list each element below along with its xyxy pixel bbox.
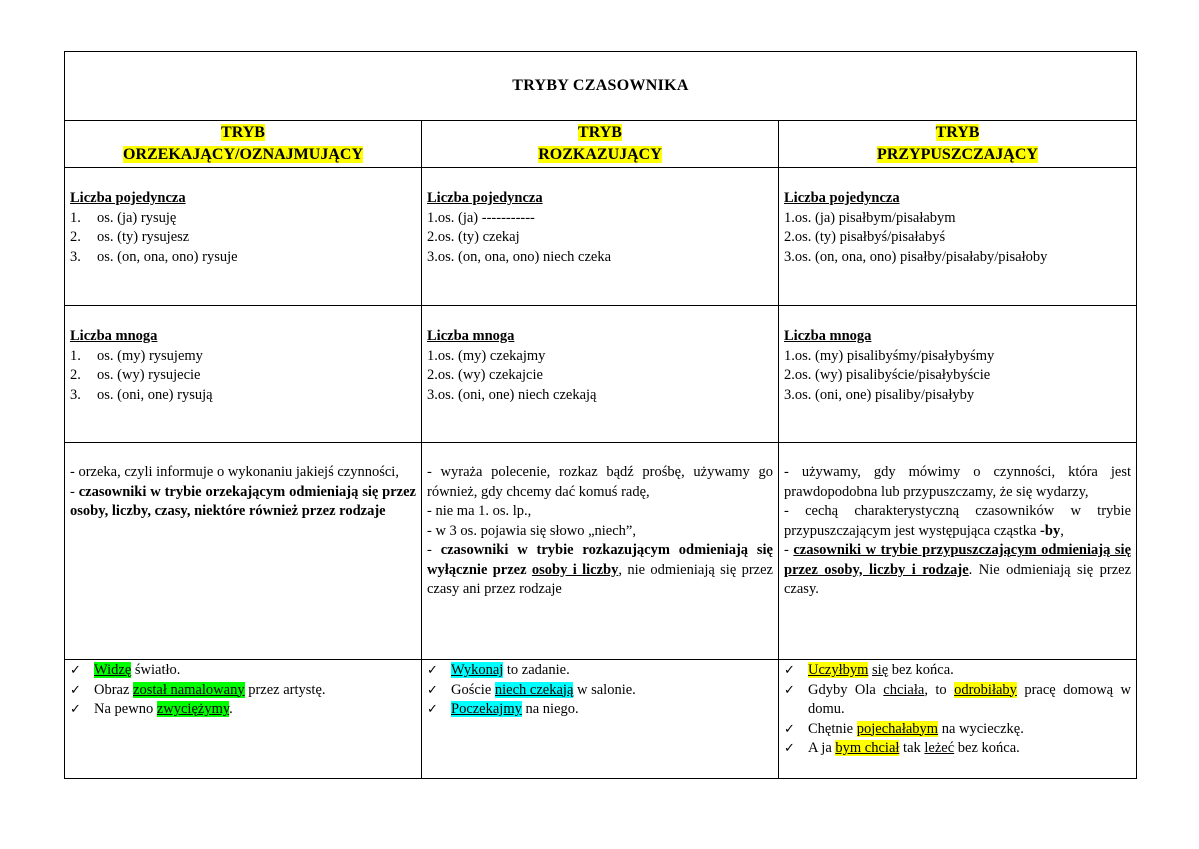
checkmark-icon: ✓ (427, 663, 438, 678)
checkmark-icon: ✓ (70, 682, 81, 698)
description-rule: - czasowniki w trybie przypuszczającym odmieniają się przez osoby, liczby i rodzaje. Nie odmieniają się przez czasy. (784, 542, 1132, 597)
singular-conditional (779, 168, 1137, 306)
section-title: Liczba pojedyncza (70, 190, 186, 206)
header-imperative (422, 121, 779, 168)
description-text: - w 3 os. pojawia się słowo „niech”, (427, 522, 636, 539)
conjugation-line: 3. os. (on, ona, ono) rysuje (70, 248, 238, 265)
header-line1: TRYB (221, 124, 265, 141)
example-item: ✓ Obraz został namalowany przez artystę. (70, 681, 416, 701)
conjugation-line: 1.os. (my) pisalibyśmy/pisałybyśmy (784, 347, 995, 364)
conjugation-line: 1.os. (ja) ----------- (427, 209, 535, 226)
description-text: - używamy, gdy mówimy o czynności, która jest prawdopodobna lub przypuszczamy, że się wydarzy, (784, 464, 1132, 500)
description-text: - cechą charakterystyczną czasowników w trybie przypuszczającym jest występująca cząstka -by, (784, 503, 1132, 539)
conjugation-line: 2. os. (wy) rysujecie (70, 367, 201, 383)
header-indicative (65, 121, 422, 168)
description-conditional (779, 443, 1137, 660)
examples-imperative (422, 660, 779, 779)
plural-indicative (65, 306, 422, 443)
conjugation-line: 3.os. (oni, one) pisaliby/pisałyby (784, 386, 975, 403)
description-text: - wyraża polecenie, rozkaz bądź prośbę, używamy go również, gdy chcemy dać komuś radę, (427, 464, 773, 500)
example-item: ✓ Uczyłbym się bez końca. (784, 661, 1131, 681)
description-text: - nie ma 1. os. lp., (427, 503, 532, 519)
example-item: ✓ Gdyby Ola chciała, to odrobiłaby pracę domową w domu. (784, 681, 1132, 717)
description-indicative (65, 443, 422, 660)
singular-indicative (65, 168, 422, 306)
examples-indicative (65, 660, 422, 779)
header-line2: PRZYPUSZCZAJĄCY (877, 146, 1038, 163)
examples-conditional (779, 660, 1137, 779)
description-text: - orzeka, czyli informuje o wykonaniu jakiejś czynności, (70, 464, 399, 480)
table-title: TRYBY CZASOWNIKA (65, 52, 1137, 121)
plural-imperative (422, 306, 779, 443)
example-item: ✓ Poczekajmy na niego. (427, 700, 773, 720)
checkmark-icon: ✓ (427, 702, 438, 717)
document-table-wrapper (64, 51, 1136, 779)
verb-moods-table (64, 51, 1137, 779)
conjugation-line: 1.os. (my) czekajmy (427, 347, 546, 364)
conjugation-line: 3.os. (oni, one) niech czekają (427, 386, 597, 403)
conjugation-line: 1. os. (my) rysujemy (70, 347, 203, 364)
conjugation-line: 2.os. (ty) pisałbyś/pisałabyś (784, 229, 946, 245)
example-item: ✓ Na pewno zwyciężymy. (70, 700, 416, 720)
section-title: Liczba mnoga (784, 328, 872, 344)
conjugation-line: 1.os. (ja) pisałbym/pisałabym (784, 209, 956, 226)
example-item: ✓ Wykonaj to zadanie. (427, 661, 773, 681)
header-line1: TRYB (935, 124, 980, 141)
description-rule: - czasowniki w trybie rozkazującym odmieniają się wyłącznie przez osoby i liczby, nie odmieniają się przez czasy ani przez rodzaje (427, 542, 773, 597)
conjugation-line: 3.os. (on, ona, ono) pisałby/pisałaby/pisałoby (784, 248, 1048, 265)
section-title: Liczba pojedyncza (427, 190, 543, 206)
header-conditional (779, 121, 1137, 168)
example-item: ✓ Widzę światło. (70, 661, 416, 681)
checkmark-icon: ✓ (784, 682, 795, 698)
section-title: Liczba mnoga (70, 328, 158, 344)
example-item: ✓ Goście niech czekają w salonie. (427, 681, 773, 701)
plural-conditional (779, 306, 1137, 443)
checkmark-icon: ✓ (784, 663, 795, 678)
checkmark-icon: ✓ (70, 663, 81, 678)
conjugation-line: 1. os. (ja) rysuję (70, 209, 177, 226)
singular-imperative (422, 168, 779, 306)
checkmark-icon: ✓ (427, 682, 438, 698)
checkmark-icon: ✓ (784, 741, 795, 756)
header-line2: ORZEKAJĄCY/OZNAJMUJĄCY (123, 146, 363, 163)
example-item: ✓ A ja bym chciał tak leżeć bez końca. (784, 739, 1131, 759)
header-line1: TRYB (578, 124, 622, 141)
description-rule: - czasowniki w trybie orzekającym odmieniają się przez osoby, liczby, czasy, niektóre również przez rodzaje (70, 483, 416, 519)
section-title: Liczba pojedyncza (784, 190, 900, 206)
header-line2: ROZKAZUJĄCY (538, 146, 662, 163)
example-item: ✓ Chętnie pojechałabym na wycieczkę. (784, 720, 1131, 740)
conjugation-line: 2.os. (wy) pisalibyście/pisałybyście (784, 367, 991, 383)
conjugation-line: 2.os. (ty) czekaj (427, 229, 520, 245)
conjugation-line: 2.os. (wy) czekajcie (427, 367, 543, 383)
section-title: Liczba mnoga (427, 328, 515, 344)
checkmark-icon: ✓ (70, 702, 81, 717)
conjugation-line: 3.os. (on, ona, ono) niech czeka (427, 248, 612, 265)
checkmark-icon: ✓ (784, 721, 795, 737)
description-imperative (422, 443, 779, 660)
conjugation-line: 2. os. (ty) rysujesz (70, 229, 190, 245)
conjugation-line: 3. os. (oni, one) rysują (70, 386, 213, 403)
